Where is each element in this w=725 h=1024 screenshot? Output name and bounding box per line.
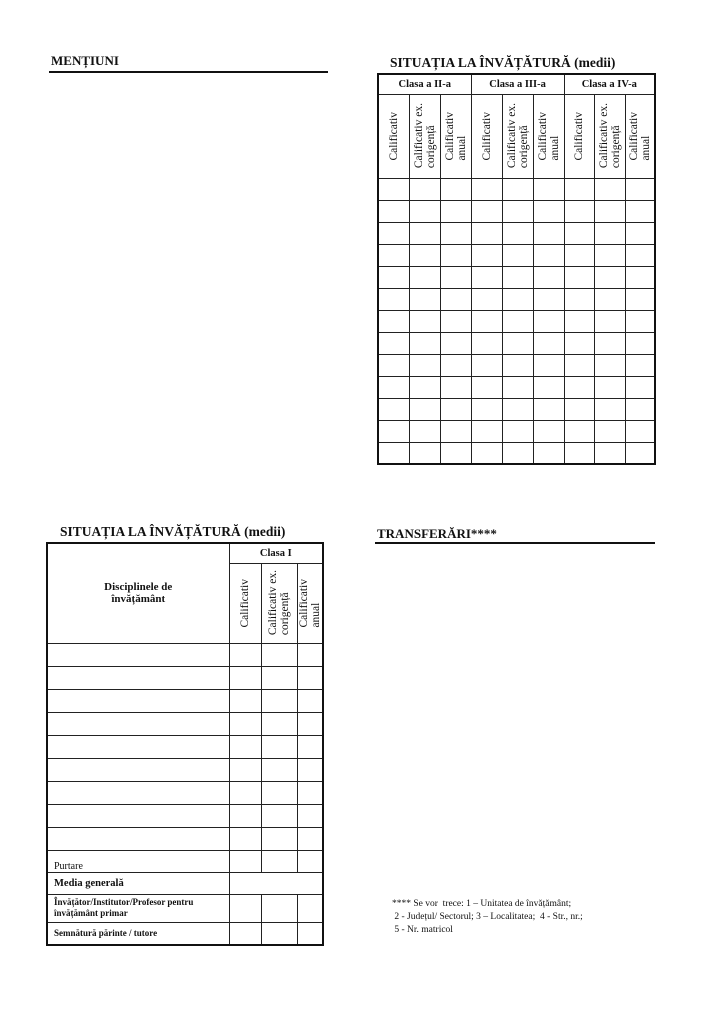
grade-cell	[471, 288, 502, 310]
grade-cell	[625, 244, 655, 266]
grade-cell	[471, 244, 502, 266]
table-row	[378, 354, 655, 376]
grade-cell	[409, 376, 440, 398]
grade-cell	[625, 310, 655, 332]
top-col-header	[440, 94, 471, 178]
bottom-col-header	[297, 563, 323, 643]
grade-cell	[440, 420, 471, 442]
grade-cell	[297, 689, 323, 712]
media-generala-cell	[229, 872, 323, 894]
grade-cell	[440, 376, 471, 398]
grade-cell	[502, 442, 533, 464]
grade-cell	[261, 781, 297, 804]
purtare-cell	[297, 850, 323, 872]
purtare-row	[47, 850, 323, 872]
grade-cell	[625, 288, 655, 310]
teacher-label: Învățător/Institutor/Profesor pentru învățământ primar	[47, 894, 229, 922]
table-row	[378, 376, 655, 398]
grade-cell	[261, 643, 297, 666]
top-col-header-text: Calificativ anual	[443, 111, 468, 161]
top-col-header-text: Calificativ anual	[627, 111, 652, 161]
grade-cell	[594, 332, 625, 354]
grade-cell	[564, 288, 594, 310]
bottom-col-header	[261, 563, 297, 643]
grade-cell	[625, 332, 655, 354]
parent-signature-label: Semnătură părinte / tutore	[47, 922, 229, 945]
grade-cell	[378, 420, 409, 442]
table-row	[378, 310, 655, 332]
table-row	[378, 200, 655, 222]
grade-cell	[229, 689, 261, 712]
table-row	[47, 666, 323, 689]
grade-cell	[261, 758, 297, 781]
grade-cell	[378, 200, 409, 222]
purtare-cell	[261, 850, 297, 872]
grade-cell	[471, 310, 502, 332]
table-row	[47, 689, 323, 712]
grade-cell	[261, 804, 297, 827]
grade-cell	[261, 689, 297, 712]
top-col-header	[564, 94, 594, 178]
class-4-header: Clasa a IV-a	[564, 74, 655, 94]
table-row	[378, 332, 655, 354]
table-row	[378, 420, 655, 442]
grade-cell	[261, 666, 297, 689]
grade-cell	[409, 222, 440, 244]
grade-cell	[471, 376, 502, 398]
grade-cell	[229, 712, 261, 735]
top-col-header-text: Calificativ ex. corigență	[412, 103, 437, 169]
grade-cell	[564, 420, 594, 442]
table-row	[378, 178, 655, 200]
transferari-rule	[375, 542, 655, 544]
grade-cell	[471, 420, 502, 442]
grade-cell	[229, 735, 261, 758]
grade-cell	[378, 222, 409, 244]
mentiuni-rule	[49, 71, 328, 73]
grade-cell	[502, 178, 533, 200]
table-row	[378, 442, 655, 464]
top-col-header-text: Calificativ ex. corigență	[505, 103, 530, 169]
top-col-header-text: Calificativ anual	[536, 111, 561, 161]
grade-cell	[625, 442, 655, 464]
transferari-title: TRANSFERĂRI****	[377, 526, 497, 541]
top-col-header	[409, 94, 440, 178]
grade-cell	[378, 288, 409, 310]
grade-cell	[533, 222, 564, 244]
media-generala-row	[47, 872, 323, 894]
top-col-header	[378, 94, 409, 178]
grade-cell	[229, 804, 261, 827]
grade-cell	[297, 666, 323, 689]
grade-cell	[502, 376, 533, 398]
table-row	[47, 712, 323, 735]
grade-cell	[533, 266, 564, 288]
purtare-cell	[229, 850, 261, 872]
teacher-signature-cell	[229, 894, 261, 922]
grade-cell	[502, 200, 533, 222]
parent-signature-cell	[297, 922, 323, 945]
grade-cell	[533, 398, 564, 420]
class-3-header: Clasa a III-a	[471, 74, 564, 94]
table-row	[378, 398, 655, 420]
grade-cell	[533, 178, 564, 200]
top-col-header-text: Calificativ	[573, 111, 586, 161]
grade-cell	[502, 288, 533, 310]
grade-cell	[564, 222, 594, 244]
grade-cell	[261, 827, 297, 850]
top-col-header-text: Calificativ	[387, 111, 400, 161]
bottom-situatia-title: SITUAȚIA LA ÎNVĂȚĂTURĂ (medii)	[60, 524, 286, 539]
teacher-row	[47, 894, 323, 922]
grade-cell	[594, 244, 625, 266]
top-col-header	[502, 94, 533, 178]
top-situatia-title: SITUAȚIA LA ÎNVĂȚĂTURĂ (medii)	[390, 55, 616, 70]
table-row	[47, 643, 323, 666]
grade-cell	[502, 420, 533, 442]
grade-cell	[471, 266, 502, 288]
grade-cell	[502, 244, 533, 266]
grade-cell	[564, 376, 594, 398]
grade-cell	[594, 442, 625, 464]
discipline-cell	[47, 689, 229, 712]
top-col-header	[594, 94, 625, 178]
grade-cell	[564, 354, 594, 376]
top-grades-table	[377, 73, 656, 465]
grade-cell	[564, 442, 594, 464]
grade-cell	[594, 420, 625, 442]
grade-cell	[409, 398, 440, 420]
discipline-cell	[47, 758, 229, 781]
bottom-col-header-text: Calificativ anual	[297, 578, 322, 628]
grade-cell	[564, 200, 594, 222]
grade-cell	[409, 266, 440, 288]
grade-cell	[440, 288, 471, 310]
discipline-cell	[47, 666, 229, 689]
class-2-header: Clasa a II-a	[378, 74, 471, 94]
table-row	[47, 781, 323, 804]
grade-cell	[564, 244, 594, 266]
transferari-footnote: **** Se vor trece: 1 – Unitatea de învățământ; 2 - Județul/ Sectorul; 3 – Localitatea; 4 - Str., nr.; 5 - Nr. matricol	[392, 899, 583, 935]
grade-cell	[409, 310, 440, 332]
grade-cell	[378, 266, 409, 288]
bottom-col-header-text: Calificativ ex. corigență	[267, 570, 291, 636]
top-column-header-row	[378, 94, 655, 178]
grade-cell	[533, 200, 564, 222]
grade-cell	[502, 398, 533, 420]
grade-cell	[378, 442, 409, 464]
grade-cell	[297, 643, 323, 666]
grade-cell	[378, 244, 409, 266]
grade-cell	[625, 222, 655, 244]
disciplines-header: Disciplinele de învățământ	[47, 543, 229, 643]
grade-cell	[502, 332, 533, 354]
table-row	[47, 827, 323, 850]
discipline-cell	[47, 804, 229, 827]
grade-cell	[625, 178, 655, 200]
grade-cell	[409, 354, 440, 376]
bottom-grades-table	[46, 542, 324, 946]
grade-cell	[502, 354, 533, 376]
discipline-cell	[47, 827, 229, 850]
grade-cell	[229, 643, 261, 666]
grade-cell	[594, 354, 625, 376]
grade-cell	[594, 222, 625, 244]
grade-cell	[297, 712, 323, 735]
grade-cell	[625, 266, 655, 288]
top-col-header-text: Calificativ ex. corigență	[597, 103, 622, 169]
grade-cell	[471, 442, 502, 464]
table-row	[47, 758, 323, 781]
grade-cell	[261, 712, 297, 735]
grade-cell	[409, 420, 440, 442]
grade-cell	[564, 310, 594, 332]
grade-cell	[378, 310, 409, 332]
grade-cell	[297, 781, 323, 804]
grade-cell	[378, 398, 409, 420]
grade-cell	[297, 827, 323, 850]
grade-cell	[471, 398, 502, 420]
grade-cell	[440, 332, 471, 354]
grade-cell	[440, 442, 471, 464]
grade-cell	[564, 266, 594, 288]
purtare-label: Purtare	[47, 850, 229, 872]
grade-cell	[229, 758, 261, 781]
bottom-col-header-text: Calificativ	[239, 578, 251, 628]
grade-cell	[533, 310, 564, 332]
grade-cell	[471, 178, 502, 200]
grade-cell	[378, 376, 409, 398]
grade-cell	[261, 735, 297, 758]
grade-cell	[594, 398, 625, 420]
grade-cell	[564, 178, 594, 200]
table-row	[47, 735, 323, 758]
top-class-row	[378, 74, 655, 94]
media-generala-label: Media generală	[47, 872, 229, 894]
grade-cell	[378, 178, 409, 200]
discipline-cell	[47, 712, 229, 735]
grade-cell	[533, 332, 564, 354]
table-row	[378, 222, 655, 244]
discipline-cell	[47, 735, 229, 758]
grade-cell	[594, 200, 625, 222]
class-1-header: Clasa I	[229, 543, 323, 563]
table-row	[378, 266, 655, 288]
grade-cell	[471, 354, 502, 376]
grade-cell	[440, 200, 471, 222]
top-col-header	[471, 94, 502, 178]
grade-cell	[533, 244, 564, 266]
top-col-header	[625, 94, 655, 178]
grade-cell	[502, 266, 533, 288]
mentiuni-title: MENȚIUNI	[51, 53, 119, 68]
parent-signature-cell	[229, 922, 261, 945]
table-row	[378, 288, 655, 310]
grade-cell	[471, 200, 502, 222]
grade-cell	[625, 200, 655, 222]
grade-cell	[440, 244, 471, 266]
grade-cell	[229, 781, 261, 804]
grade-cell	[229, 666, 261, 689]
grade-cell	[297, 758, 323, 781]
grade-cell	[625, 354, 655, 376]
teacher-signature-cell	[297, 894, 323, 922]
grade-cell	[409, 442, 440, 464]
bottom-col-header	[229, 563, 261, 643]
grade-cell	[440, 222, 471, 244]
grade-cell	[409, 200, 440, 222]
grade-cell	[625, 420, 655, 442]
grade-cell	[594, 288, 625, 310]
grade-cell	[378, 332, 409, 354]
grade-cell	[409, 332, 440, 354]
grade-cell	[533, 442, 564, 464]
grade-cell	[440, 398, 471, 420]
grade-cell	[297, 804, 323, 827]
grade-cell	[471, 332, 502, 354]
grade-cell	[471, 222, 502, 244]
grade-cell	[533, 288, 564, 310]
grade-cell	[229, 827, 261, 850]
grade-cell	[440, 178, 471, 200]
grade-cell	[409, 178, 440, 200]
grade-cell	[625, 398, 655, 420]
grade-cell	[533, 420, 564, 442]
parent-signature-cell	[261, 922, 297, 945]
grade-cell	[533, 376, 564, 398]
table-row	[378, 244, 655, 266]
grade-cell	[594, 310, 625, 332]
grade-cell	[297, 735, 323, 758]
grade-cell	[409, 288, 440, 310]
top-col-header	[533, 94, 564, 178]
grade-cell	[378, 354, 409, 376]
grade-cell	[594, 178, 625, 200]
teacher-signature-cell	[261, 894, 297, 922]
grade-cell	[440, 266, 471, 288]
grade-cell	[409, 244, 440, 266]
table-row	[47, 804, 323, 827]
grade-cell	[440, 354, 471, 376]
grade-cell	[594, 266, 625, 288]
top-col-header-text: Calificativ	[480, 111, 493, 161]
discipline-cell	[47, 643, 229, 666]
grade-cell	[533, 354, 564, 376]
grade-cell	[502, 310, 533, 332]
grade-cell	[594, 376, 625, 398]
parent-signature-row	[47, 922, 323, 945]
grade-cell	[564, 332, 594, 354]
grade-cell	[625, 376, 655, 398]
grade-cell	[440, 310, 471, 332]
grade-cell	[564, 398, 594, 420]
discipline-cell	[47, 781, 229, 804]
grade-cell	[502, 222, 533, 244]
bottom-class-row	[47, 543, 323, 563]
